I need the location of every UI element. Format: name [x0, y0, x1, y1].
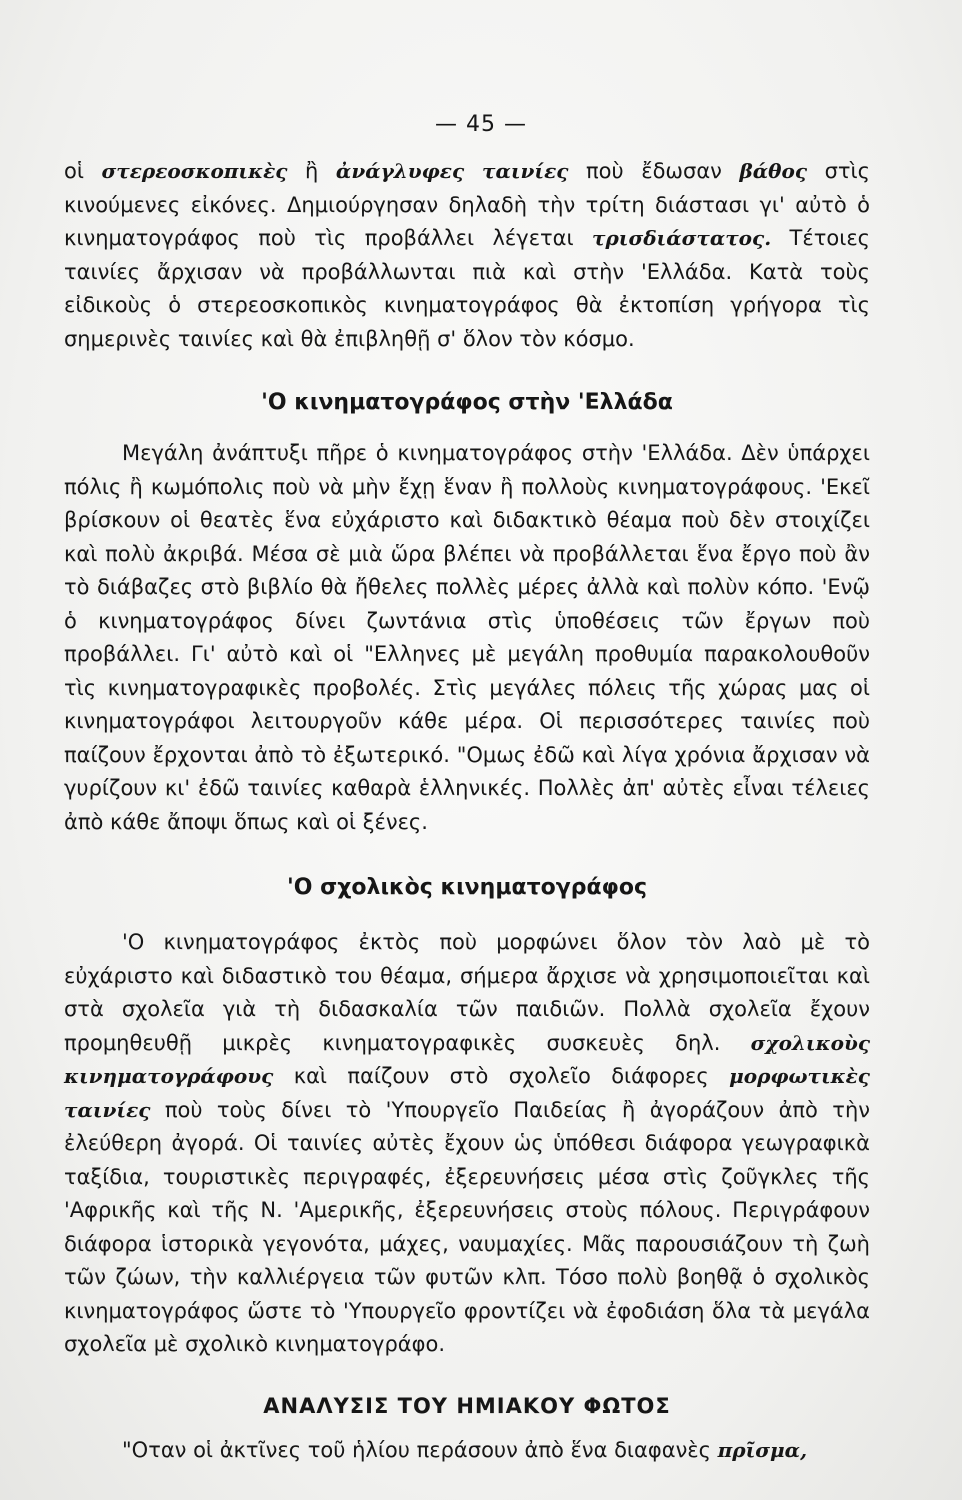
- emphasis-stereoscopic: στερεοσκοπικὲς: [101, 159, 288, 183]
- paragraph-stereoscopic: [64, 155, 870, 356]
- emphasis-depth: βάθος: [739, 159, 808, 183]
- text-run: 'Ο κινηματογράφος ἐκτὸς ποὺ μορφώνει ὅλον τὸν λαὸ μὲ τὸ εὐχάριστο καὶ διδαστικὸ του θέαμα, σήμερα ἄρχισε νὰ χρησιμοποιεῖται καὶ στὰ σχολεῖα γιὰ τὴ διδασκαλία τῶν παιδιῶν. Πολλὰ σχολεῖα ἔχουν προμηθευθῇ μικρὲς κινηματογραφικὲς συσκευὲς δηλ.: [64, 930, 870, 1055]
- text-run: ἢ: [287, 159, 336, 183]
- emphasis-prism: πρῖσμα,: [717, 1437, 808, 1462]
- text-run: στὶς κινούμενες εἰκόνες. Δημιούργησαν δηλαδὴ τὴν τρίτη διάστασι γι' αὐτὸ ὁ κινηματογράφος ποὺ τὶς προβάλλει λέγεται: [64, 159, 870, 250]
- text-run: ποὺ τοὺς δίνει τὸ 'Υπουργεῖο Παιδείας ἢ ἀγοράζουν ἀπὸ τὴν ἐλεύθερη ἀγορά. Οἱ ταινίες αὐτὲς ἔχουν ὡς ὑπόθεσι διάφορα γεωγραφικὰ ταξίδια, τουριστικὲς περιγραφές, ἐξερευνήσεις μέσα στὶς ζοῦγκλες τῆς 'Αφρικῆς καὶ τῆς Ν. 'Αμερικῆς, ἐξερευνήσεις στοὺς πόλους. Περιγράφουν διάφορα ἱστορικὰ γεγονότα, μάχες, ναυμαχίες. Μᾶς παρουσιάζουν τὴ ζωὴ τῶν ζώων, τὴν καλλιέργεια τῶν φυτῶν κλπ. Τόσο πολὺ βοηθᾷ ὁ σχολικὸς κινηματογράφος ὥστε τὸ 'Υπουργεῖο φροντίζει νὰ ἐφοδιάση ὅλα τὰ μεγάλα σχολεῖα μὲ σχολικὸ κινηματογράφο.: [64, 1097, 870, 1356]
- heading-cinema-in-greece: 'Ο κινηματογράφος στὴν 'Ελλάδα: [261, 390, 673, 415]
- text-run: ποὺ ἔδωσαν: [568, 159, 740, 183]
- text-run: καὶ παίζουν στὸ σχολεῖο διάφορες: [273, 1064, 730, 1088]
- page-number: — 45 —: [435, 112, 527, 137]
- heading-school-cinema: 'Ο σχολικὸς κινηματογράφος: [287, 875, 647, 900]
- emphasis-three-dimensional: τρισδιάστατος.: [592, 226, 772, 250]
- text-run: Τέτοιες ταινίες ἄρχισαν νὰ προβάλλωνται πιὰ καὶ στὴν 'Ελλάδα. Κατὰ τοὺς εἰδικοὺς ὁ στερεοσκοπικὸς κινηματογράφος θὰ ἐκτοπίση γρήγορα τὶς σημερινὲς ταινίες καὶ θὰ ἐπιβληθῇ σ' ὅλον τὸν κόσμο.: [64, 226, 870, 351]
- heading-sunlight-analysis: ΑΝΑΛΥΣΙΣ ΤΟΥ ΗΜΙΑΚΟΥ ΦΩΤΟΣ: [263, 1393, 671, 1418]
- paragraph-cinema-in-greece: Μεγάλη ἀνάπτυξι πῆρε ὁ κινηματογράφος στὴν 'Ελλάδα. Δὲν ὑπάρχει πόλις ἢ κωμόπολις ποὺ νὰ μὴν ἔχῃ ἕναν ἢ πολλοὺς κινηματογράφους. 'Εκεῖ βρίσκουν οἱ θεατὲς ἕνα εὐχάριστο καὶ διδακτικὸ θέαμα ποὺ δὲν στοιχίζει καὶ πολὺ ἀκριβά. Μέσα σὲ μιὰ ὥρα βλέπει νὰ προβάλλεται ἕνα ἔργο ποὺ ἂν τὸ διάβαζες στὸ βιβλίο θὰ ἤθελες πολλὲς μέρες ἀλλὰ καὶ πολὺν κόπο. 'Ενῷ ὁ κινηματογράφος δίνει ζωντάνια στὶς ὑποθέσεις τῶν ἔργων ποὺ προβάλλει. Γι' αὐτὸ καὶ οἱ "Ελληνες μὲ μεγάλη προθυμία παρακολουθοῦν τὶς κινηματογραφικὲς προβολές. Στὶς μεγάλες πόλεις τῆς χώρας μας οἱ κινηματογράφοι λειτουργοῦν κάθε μέρα. Οἱ περισσότερες ταινίες ποὺ παίζουν ἔρχονται ἀπὸ τὸ ἐξωτερικό. "Ομως ἐδῶ καὶ λίγα χρόνια ἄρχισαν νὰ γυρίζουν κι' ἐδῶ ταινίες καθαρὰ ἑλληνικές. Πολλὲς ἀπ' αὐτὲς εἶναι τέλειες ἀπὸ κάθε ἄποψι ὅπως καὶ οἱ ξένες.: [64, 441, 870, 834]
- paragraph-school-cinema: [64, 926, 870, 1362]
- emphasis-educational-films: μορφωτικὲς ταινίες: [64, 1064, 870, 1122]
- emphasis-school-cinemas: σχολικοὺς κινηματογράφους: [64, 1030, 870, 1088]
- text-run: οἱ: [64, 159, 102, 183]
- paragraph-sunlight-analysis: [64, 1434, 870, 1468]
- text-run: "Οταν οἱ ἀκτῖνες τοῦ ἡλίου περάσουν ἀπὸ ἕνα διαφανὲς: [122, 1437, 718, 1462]
- emphasis-anaglyph-films: ἀνάγλυφες ταινίες: [335, 159, 569, 183]
- page-content: [64, 155, 870, 1467]
